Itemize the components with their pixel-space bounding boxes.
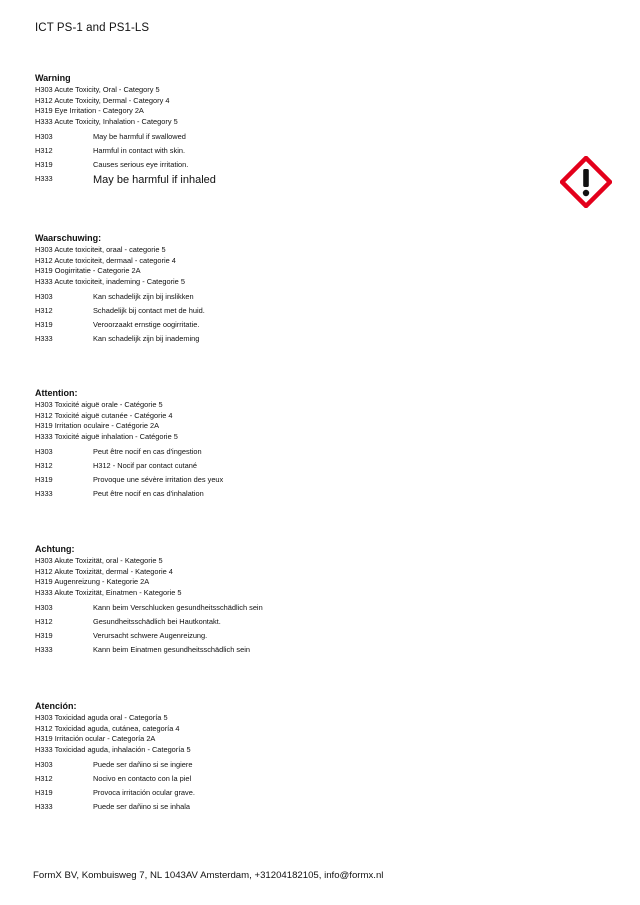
hazard-statement <box>35 290 595 304</box>
hazard-code: H312 <box>35 146 53 156</box>
section-heading: Attention: <box>35 388 78 398</box>
hazard-statement <box>35 601 595 615</box>
hazard-text: Veroorzaakt ernstige oogirritatie. <box>93 320 200 330</box>
hazard-text: Kann beim Verschlucken gesundheitsschädlich sein <box>93 603 263 613</box>
hazard-code: H312 <box>35 461 53 471</box>
classification-line: H333 Akute Toxizität, Einatmen - Kategorie 5 <box>35 587 182 597</box>
classification-line: H319 Irritación ocular - Categoría 2A <box>35 734 156 744</box>
classification-line: H319 Oogirritatie - Categorie 2A <box>35 266 141 276</box>
classification-line: H303 Acute toxiciteit, oraal - categorie 5 <box>35 245 166 254</box>
hazard-text: Kan schadelijk zijn bij inslikken <box>93 292 194 302</box>
section-heading: Waarschuwing: <box>35 233 102 243</box>
classification-line: H312 Toxicidad aguda, cutánea, categoría 4 <box>35 723 180 733</box>
company-footer: FormX BV, Kombuisweg 7, NL 1043AV Amsterdam, +31204182105, info@formx.nl <box>33 870 384 881</box>
document-title: ICT PS-1 and PS1-LS <box>35 22 150 34</box>
hazard-statement <box>35 629 595 643</box>
hazard-statement <box>35 615 595 629</box>
classification-line: H312 Akute Toxizität, dermal - Kategorie 4 <box>35 566 173 576</box>
classification-line: H319 Eye Irritation - Category 2A <box>35 106 144 116</box>
classification-line: H333 Toxicidad aguda, inhalación - Categoría 5 <box>35 744 191 754</box>
hazard-code: H312 <box>35 617 53 627</box>
hazard-code: H303 <box>35 447 53 457</box>
hazard-statement <box>35 487 595 501</box>
classification-line: H303 Toxicité aiguë orale - Catégorie 5 <box>35 400 163 409</box>
hazard-text: Provoca irritación ocular grave. <box>93 788 195 798</box>
hazard-code: H303 <box>35 292 53 302</box>
hazard-code: H319 <box>35 788 53 798</box>
hazard-text: Causes serious eye irritation. <box>93 160 189 170</box>
hazard-code: H319 <box>35 320 53 330</box>
hazard-statement <box>35 459 595 473</box>
hazard-statement <box>35 130 595 144</box>
hazard-code: H333 <box>35 174 53 184</box>
classification-line: H333 Acute toxiciteit, inademing - Categorie 5 <box>35 276 185 286</box>
hazard-section-fr <box>35 387 595 501</box>
hazard-statement <box>35 800 595 814</box>
hazard-code: H312 <box>35 774 53 784</box>
hazard-text: H312 - Nocif par contact cutané <box>93 461 197 471</box>
hazard-text: Schadelijk bij contact met de huid. <box>93 306 205 316</box>
hazard-statement <box>35 158 595 172</box>
classification-line: H303 Toxicidad aguda oral - Categoría 5 <box>35 713 168 722</box>
hazard-statement <box>35 318 595 332</box>
classification-line: H319 Irritation oculaire - Catégorie 2A <box>35 421 160 431</box>
hazard-text: Puede ser dañino si se inhala <box>93 802 190 812</box>
hazard-text: Nocivo en contacto con la piel <box>93 774 192 784</box>
hazard-text: Gesundheitsschädlich bei Hautkontakt. <box>93 617 221 627</box>
classification-line: H303 Acute Toxicity, Oral - Category 5 <box>35 85 160 94</box>
hazard-text: Peut être nocif en cas d'inhalation <box>93 489 204 499</box>
hazard-text: Harmful in contact with skin. <box>93 146 186 156</box>
hazard-text: May be harmful if swallowed <box>93 132 186 142</box>
ghs07-exclamation-mark-icon <box>560 156 612 208</box>
hazard-code: H333 <box>35 334 53 344</box>
hazard-code: H319 <box>35 160 53 170</box>
hazard-text: Peut être nocif en cas d'ingestion <box>93 447 202 457</box>
hazard-statement <box>35 643 595 657</box>
hazard-statement <box>35 144 595 158</box>
hazard-statement <box>35 304 595 318</box>
hazard-code: H303 <box>35 603 53 613</box>
hazard-text: Verursacht schwere Augenreizung. <box>93 631 208 641</box>
hazard-text: Kan schadelijk zijn bij inademing <box>93 334 200 344</box>
hazard-code: H333 <box>35 645 53 655</box>
hazard-code: H312 <box>35 306 53 316</box>
hazard-text: Kann beim Einatmen gesundheitsschädlich sein <box>93 645 250 655</box>
section-heading: Atención: <box>35 701 77 711</box>
section-heading: Warning <box>35 73 71 83</box>
hazard-text: May be harmful if inhaled <box>93 174 216 187</box>
hazard-code: H303 <box>35 760 53 770</box>
classification-line: H333 Acute Toxicity, Inhalation - Category 5 <box>35 116 178 126</box>
hazard-section-de <box>35 543 595 657</box>
hazard-code: H333 <box>35 489 53 499</box>
classification-line: H319 Augenreizung - Kategorie 2A <box>35 577 150 587</box>
classification-line: H333 Toxicité aiguë inhalation - Catégorie 5 <box>35 431 178 441</box>
hazard-text: Puede ser dañino si se ingiere <box>93 760 193 770</box>
hazard-code: H319 <box>35 631 53 641</box>
hazard-statement <box>35 332 595 346</box>
hazard-code: H333 <box>35 802 53 812</box>
classification-line: H303 Akute Toxizität, oral - Kategorie 5 <box>35 556 163 565</box>
hazard-code: H303 <box>35 132 53 142</box>
hazard-statement <box>35 445 595 459</box>
hazard-text: Provoque une sévère irritation des yeux <box>93 475 224 485</box>
hazard-code: H319 <box>35 475 53 485</box>
hazard-statement <box>35 786 595 800</box>
hazard-section-en <box>35 72 595 188</box>
hazard-statement <box>35 758 595 772</box>
hazard-section-es <box>35 700 595 814</box>
section-heading: Achtung: <box>35 544 75 554</box>
hazard-statement <box>35 772 595 786</box>
classification-line: H312 Acute toxiciteit, dermaal - categorie 4 <box>35 255 176 265</box>
hazard-statement <box>35 473 595 487</box>
classification-line: H312 Toxicité aiguë cutanée - Catégorie 4 <box>35 410 173 420</box>
hazard-section-nl <box>35 232 595 346</box>
hazard-statement <box>35 172 595 188</box>
classification-line: H312 Acute Toxicity, Dermal - Category 4 <box>35 95 170 105</box>
